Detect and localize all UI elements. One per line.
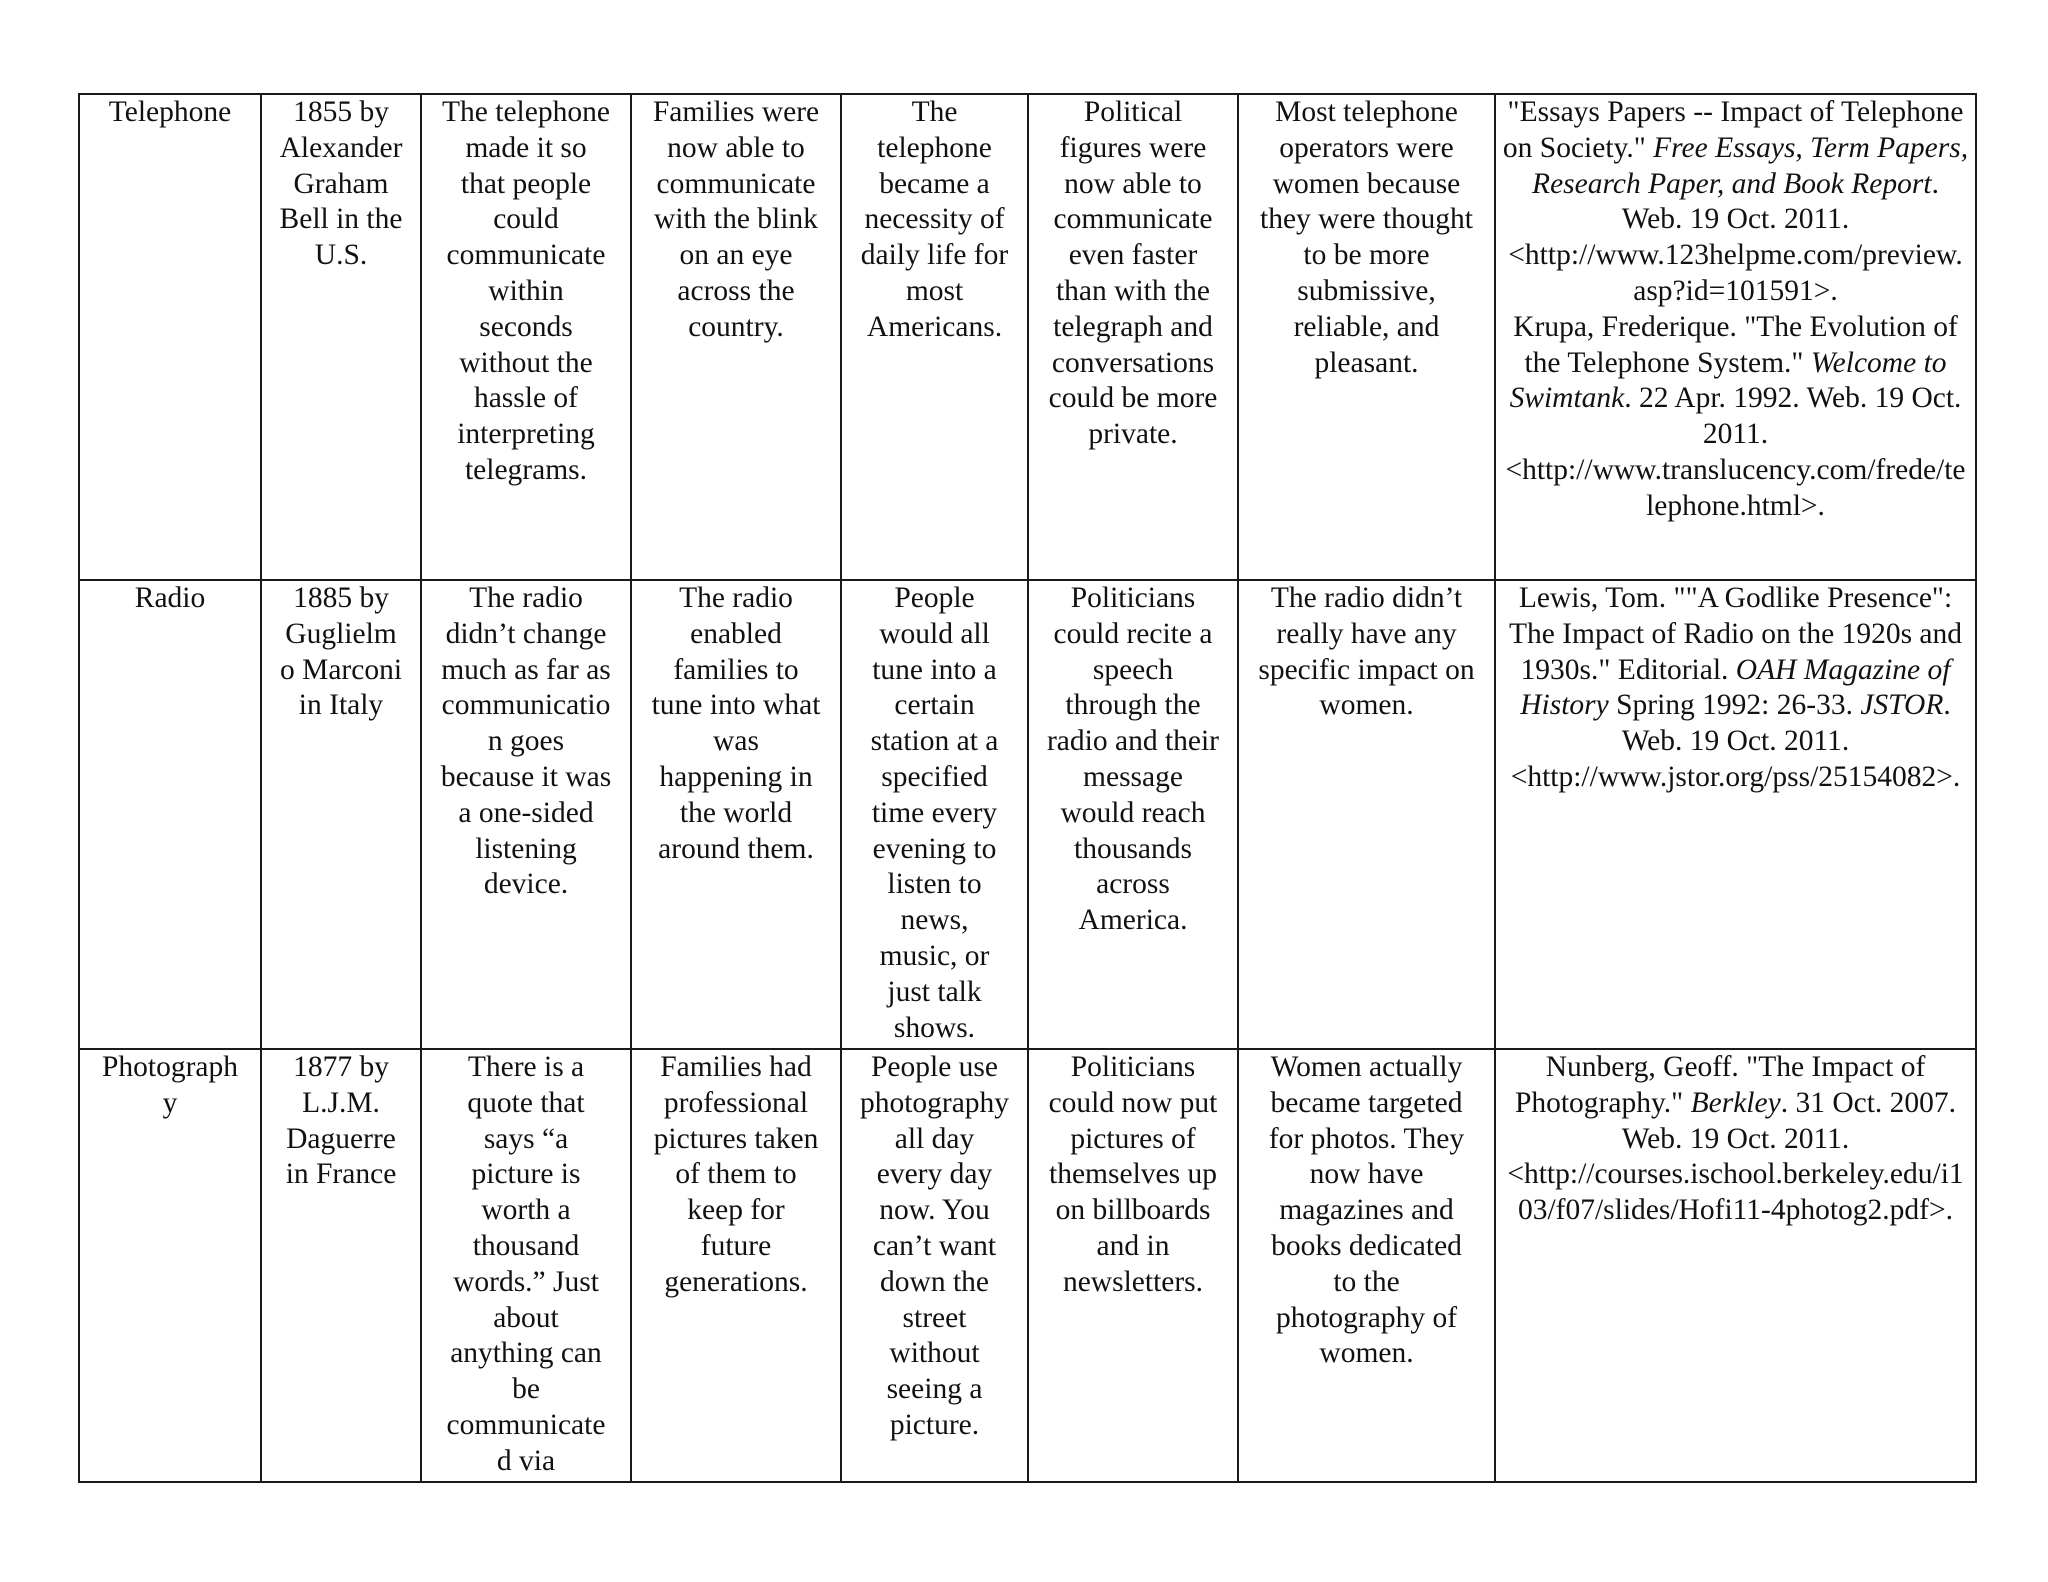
women-cell: Most telephone operators were women because they were thought to be more submissive, reliable, and pleasant. [1238,94,1495,580]
invention-cell: Radio [79,580,261,1049]
origin-cell: 1877 by L.J.M. Daguerre in France [261,1049,421,1482]
table-row [79,94,1976,580]
table-row [79,580,1976,1049]
table-row [79,1049,1976,1482]
citation-entry: Lewis, Tom. ""A Godlike Presence": The Impact of Radio on the 1920s and 1930s." Editorial. OAH Magazine of History Spring 1992: 26-33. JSTOR. Web. 19 Oct. 2011. <http://www.jstor.org/pss/25154082>. [1508,582,1963,793]
invention-cell: Photograph y [79,1049,261,1482]
origin-cell: 1855 by Alexander Graham Bell in the U.S. [261,94,421,580]
citation-cell [1495,580,1976,1049]
citation-entry: Nunberg, Geoff. "The Impact of Photography." Berkley. 31 Oct. 2007. Web. 19 Oct. 2011. <http://courses.ischool.berkeley.edu/i103/f07/slides/Hofi11-4photog2.pdf>. [1507,1051,1964,1227]
communication-cell: The telephone made it so that people could communicate within seconds without the hassle of interpreting telegrams. [421,94,631,580]
families-cell: Families were now able to communicate with the blink on an eye across the country. [631,94,841,580]
origin-cell: 1885 by Guglielm o Marconi in Italy [261,580,421,1049]
families-cell: Families had professional pictures taken of them to keep for future generations. [631,1049,841,1482]
families-cell: The radio enabled families to tune into what was happening in the world around them. [631,580,841,1049]
politics-cell: Political figures were now able to communicate even faster than with the telegraph and conversations could be more private. [1028,94,1238,580]
women-cell: The radio didn’t really have any specific impact on women. [1238,580,1495,1049]
politics-cell: Politicians could now put pictures of themselves up on billboards and in newsletters. [1028,1049,1238,1482]
politics-cell: Politicians could recite a speech through the radio and their message would reach thousands across America. [1028,580,1238,1049]
communication-cell: The radio didn’t change much as far as communicatio n goes because it was a one-sided listening device. [421,580,631,1049]
communication-cell: There is a quote that says “a picture is worth a thousand words.” Just about anything can be communicate d via [421,1049,631,1482]
inventions-impact-table [78,93,1977,1483]
citation-entry: Krupa, Frederique. "The Evolution of the Telephone System." Welcome to Swimtank. 22 Apr. 1992. Web. 19 Oct. 2011. <http://www.translucency.com/frede/telephone.html>. [1505,310,1966,522]
citation-entry: "Essays Papers -- Impact of Telephone on Society." Free Essays, Term Papers, Research Paper, and Book Report. Web. 19 Oct. 2011. <http://www.123helpme.com/preview.asp?id=101591>. [1502,96,1969,307]
citation-cell [1495,1049,1976,1482]
invention-cell: Telephone [79,94,261,580]
society-cell: The telephone became a necessity of daily life for most Americans. [841,94,1028,580]
women-cell: Women actually became targeted for photos. They now have magazines and books dedicated to the photography of women. [1238,1049,1495,1482]
society-cell: People use photography all day every day now. You can’t want down the street without seeing a picture. [841,1049,1028,1482]
citation-cell [1495,94,1976,580]
society-cell: People would all tune into a certain station at a specified time every evening to listen to news, music, or just talk shows. [841,580,1028,1049]
